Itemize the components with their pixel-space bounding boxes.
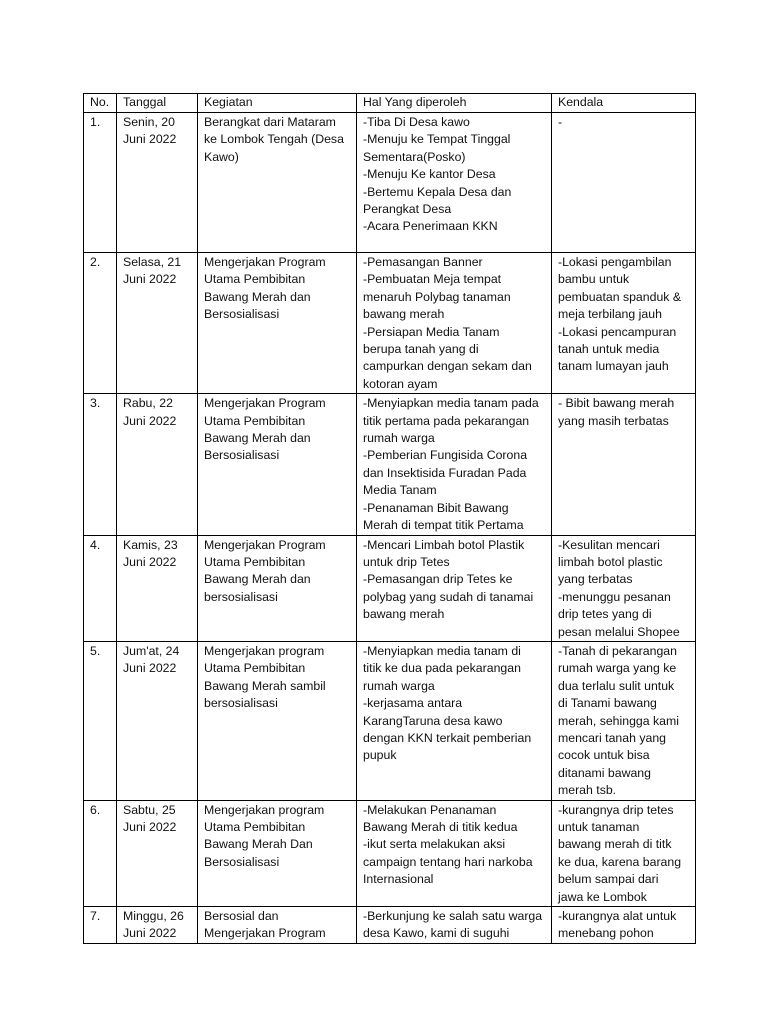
cell-line: -menunggu pesanan bbox=[558, 589, 671, 604]
cell-line: Bersosialisasi bbox=[204, 307, 280, 322]
cell-tanggal bbox=[117, 113, 198, 253]
column-header-diperoleh: Hal Yang diperoleh bbox=[357, 94, 552, 113]
cell-line: Bawang Merah Dan bbox=[204, 837, 313, 852]
cell-line: rumah warga bbox=[363, 678, 435, 693]
cell-line: bawang merah di titk bbox=[558, 837, 672, 852]
cell-kendala bbox=[552, 253, 696, 394]
column-header-kegiatan: Kegiatan bbox=[198, 94, 357, 113]
cell-line: Mengerjakan Program bbox=[204, 926, 326, 941]
cell-no: 1. bbox=[84, 113, 117, 253]
cell-line: Utama Pembibitan bbox=[204, 272, 306, 287]
column-header-no: No. bbox=[84, 94, 117, 113]
cell-line: campaign tentang hari narkoba bbox=[363, 854, 533, 869]
cell-line: Mengerjakan program bbox=[204, 643, 325, 658]
cell-line: bersosialisasi bbox=[204, 589, 278, 604]
cell-line: bawang merah bbox=[363, 607, 445, 622]
cell-no: 2. bbox=[84, 253, 117, 394]
cell-tanggal bbox=[117, 394, 198, 535]
cell-line: Berangkat dari Mataram bbox=[204, 115, 336, 129]
cell-line: Jum'at, 24 bbox=[123, 643, 180, 658]
cell-line: pesan melalui Shopee bbox=[558, 624, 680, 639]
cell-line: kotoran ayam bbox=[363, 376, 438, 391]
cell-line: Juni 2022 bbox=[123, 926, 177, 941]
cell-line: -kurangnya alat untuk bbox=[558, 909, 677, 924]
cell-line: Media Tanam bbox=[363, 483, 437, 498]
cell-line: Utama Pembibitan bbox=[204, 413, 306, 428]
cell-line: yang terbatas bbox=[558, 572, 633, 587]
cell-line: Juni 2022 bbox=[123, 820, 177, 834]
cell-line: bersosialisasi bbox=[204, 696, 278, 711]
cell-line: -Melakukan Penanaman bbox=[363, 802, 497, 817]
cell-kegiatan bbox=[198, 641, 357, 800]
cell-line: Internasional bbox=[363, 872, 434, 887]
cell-diperoleh bbox=[357, 113, 552, 253]
table-row bbox=[84, 800, 696, 906]
cell-line: -Pemasangan Banner bbox=[363, 255, 483, 269]
column-header-tanggal: Tanggal bbox=[117, 94, 198, 113]
cell-line: Bawang Merah dan bbox=[204, 572, 311, 587]
cell-no: 5. bbox=[84, 641, 117, 800]
table-row bbox=[84, 641, 696, 800]
cell-line: di Tanami bawang bbox=[558, 696, 657, 711]
cell-line: meja terbilang jauh bbox=[558, 307, 662, 322]
cell-line: KarangTaruna desa kawo bbox=[363, 713, 503, 728]
cell-line: merah tsb. bbox=[558, 783, 617, 798]
cell-line: -Pemberian Fungisida Corona bbox=[363, 448, 528, 463]
cell-line: Bawang Merah dan bbox=[204, 431, 311, 446]
cell-diperoleh bbox=[357, 641, 552, 800]
cell-line: Minggu, 26 bbox=[123, 909, 184, 924]
cell-no: 3. bbox=[84, 394, 117, 535]
cell-line: cocok untuk bisa bbox=[558, 748, 650, 763]
cell-line: -Menuju ke Tempat Tinggal bbox=[363, 132, 511, 147]
cell-line: -kerjasama antara bbox=[363, 696, 463, 711]
cell-line: Bawang Merah sambil bbox=[204, 678, 326, 693]
cell-line: drip tetes yang di bbox=[558, 607, 652, 622]
cell-kegiatan bbox=[198, 253, 357, 394]
cell-line: Merah di tempat titik Pertama bbox=[363, 518, 524, 533]
cell-no: 4. bbox=[84, 535, 117, 641]
cell-line: -kurangnya drip tetes bbox=[558, 802, 674, 817]
cell-diperoleh bbox=[357, 253, 552, 394]
cell-line: Kamis, 23 bbox=[123, 537, 178, 552]
cell-kendala bbox=[552, 800, 696, 906]
table-row bbox=[84, 253, 696, 394]
cell-line: mencari tanah yang bbox=[558, 730, 667, 745]
cell-line: -Acara Penerimaan KKN bbox=[363, 219, 498, 234]
cell-line: -Berkunjung ke salah satu warga bbox=[363, 909, 543, 924]
activity-log-table bbox=[83, 93, 696, 944]
cell-line: Bersosialisasi bbox=[204, 854, 280, 869]
cell-line: dengan KKN terkait pemberian bbox=[363, 730, 532, 745]
cell-line: Rabu, 22 bbox=[123, 396, 173, 411]
cell-line: Mengerjakan Program bbox=[204, 255, 326, 269]
cell-line: -Persiapan Media Tanam bbox=[363, 324, 500, 339]
cell-kegiatan bbox=[198, 394, 357, 535]
cell-line: desa Kawo, kami di suguhi bbox=[363, 926, 510, 941]
cell-line: jawa ke Lombok bbox=[558, 889, 647, 904]
cell-line: -Menuju Ke kantor Desa bbox=[363, 167, 496, 182]
cell-line: Senin, 20 bbox=[123, 115, 175, 129]
cell-line: bambu untuk bbox=[558, 272, 630, 287]
cell-line: Selasa, 21 bbox=[123, 255, 182, 269]
cell-kendala bbox=[552, 113, 696, 253]
cell-line: rumah warga yang ke bbox=[558, 661, 677, 676]
cell-line: -Tanah di pekarangan bbox=[558, 643, 677, 658]
cell-line: Juni 2022 bbox=[123, 132, 177, 147]
table-row bbox=[84, 113, 696, 253]
cell-line: berupa tanah yang di bbox=[363, 342, 479, 357]
cell-diperoleh bbox=[357, 907, 552, 944]
cell-line: Mengerjakan program bbox=[204, 802, 325, 817]
column-header-kendala: Kendala bbox=[552, 94, 696, 113]
cell-line: -ikut serta melakukan aksi bbox=[363, 837, 506, 852]
cell-line: -Mencari Limbah botol Plastik bbox=[363, 537, 525, 552]
cell-line: Bersosial dan bbox=[204, 909, 279, 924]
cell-line: pupuk bbox=[363, 748, 397, 763]
cell-kendala bbox=[552, 907, 696, 944]
cell-tanggal bbox=[117, 253, 198, 394]
cell-line: belum sampai dari bbox=[558, 872, 659, 887]
cell-line: Perangkat Desa bbox=[363, 202, 452, 217]
cell-line: dan Insektisida Furadan Pada bbox=[363, 465, 527, 480]
cell-line: polybag yang sudah di tanamai bbox=[363, 589, 534, 604]
cell-line: - bbox=[558, 115, 563, 129]
cell-line: -Bertemu Kepala Desa dan bbox=[363, 184, 512, 199]
cell-line: -Lokasi pencampuran bbox=[558, 324, 677, 339]
cell-line: ke dua, karena barang bbox=[558, 854, 682, 869]
cell-tanggal bbox=[117, 907, 198, 944]
cell-diperoleh bbox=[357, 394, 552, 535]
cell-line: Utama Pembibitan bbox=[204, 820, 306, 834]
cell-line: campurkan dengan sekam dan bbox=[363, 359, 532, 374]
cell-line: -Tiba Di Desa kawo bbox=[363, 115, 470, 129]
cell-line: -Kesulitan mencari bbox=[558, 537, 660, 552]
cell-line: untuk drip Tetes bbox=[363, 554, 450, 569]
cell-line: ditanami bawang bbox=[558, 765, 651, 780]
cell-line: tanam lumayan jauh bbox=[558, 359, 669, 374]
cell-line: Juni 2022 bbox=[123, 661, 177, 676]
cell-diperoleh bbox=[357, 800, 552, 906]
cell-tanggal bbox=[117, 535, 198, 641]
cell-kegiatan bbox=[198, 907, 357, 944]
cell-kegiatan bbox=[198, 535, 357, 641]
cell-line: -Pemasangan drip Tetes ke bbox=[363, 572, 513, 587]
cell-line: menebang pohon bbox=[558, 926, 654, 941]
cell-kegiatan bbox=[198, 800, 357, 906]
cell-tanggal bbox=[117, 800, 198, 906]
cell-line: -Lokasi pengambilan bbox=[558, 255, 672, 269]
cell-no: 6. bbox=[84, 800, 117, 906]
cell-line: Juni 2022 bbox=[123, 272, 177, 287]
cell-line: -Menyiapkan media tanam di bbox=[363, 643, 521, 658]
cell-line: bawang merah bbox=[363, 307, 445, 322]
cell-line: titik ke dua pada pekarangan bbox=[363, 661, 521, 676]
cell-kegiatan bbox=[198, 113, 357, 253]
cell-line: tanah untuk media bbox=[558, 342, 660, 357]
cell-line: dua terlalu sulit untuk bbox=[558, 678, 675, 693]
cell-line: Utama Pembibitan bbox=[204, 661, 306, 676]
cell-kendala bbox=[552, 535, 696, 641]
cell-line: menaruh Polybag tanaman bbox=[363, 289, 511, 304]
cell-no: 7. bbox=[84, 907, 117, 944]
cell-line: merah, sehingga kami bbox=[558, 713, 679, 728]
cell-line: Sabtu, 25 bbox=[123, 802, 176, 817]
cell-line: Bawang Merah di titik kedua bbox=[363, 820, 518, 834]
cell-line: -Penanaman Bibit Bawang bbox=[363, 500, 509, 515]
table-header-row bbox=[84, 94, 696, 113]
table-body bbox=[84, 113, 696, 944]
cell-line: ke Lombok Tengah (Desa bbox=[204, 132, 344, 147]
cell-line: Utama Pembibitan bbox=[204, 554, 306, 569]
table-row bbox=[84, 535, 696, 641]
cell-kendala bbox=[552, 394, 696, 535]
cell-tanggal bbox=[117, 641, 198, 800]
table-row bbox=[84, 907, 696, 944]
cell-line: yang masih terbatas bbox=[558, 413, 669, 428]
cell-line: Bawang Merah dan bbox=[204, 289, 311, 304]
cell-line: Sementara(Posko) bbox=[363, 149, 466, 164]
cell-line: limbah botol plastic bbox=[558, 554, 663, 569]
cell-line: Mengerjakan Program bbox=[204, 396, 326, 411]
cell-line: Juni 2022 bbox=[123, 554, 177, 569]
cell-diperoleh bbox=[357, 535, 552, 641]
cell-line: -Menyiapkan media tanam pada bbox=[363, 396, 539, 411]
cell-line: titik pertama pada pekarangan bbox=[363, 413, 530, 428]
cell-line: Mengerjakan Program bbox=[204, 537, 326, 552]
cell-line: rumah warga bbox=[363, 431, 435, 446]
cell-kendala bbox=[552, 641, 696, 800]
cell-line: Bersosialisasi bbox=[204, 448, 280, 463]
cell-line: Juni 2022 bbox=[123, 413, 177, 428]
cell-line: Kawo) bbox=[204, 149, 239, 164]
table-row bbox=[84, 394, 696, 535]
cell-line: pembuatan spanduk & bbox=[558, 289, 682, 304]
cell-line: -Pembuatan Meja tempat bbox=[363, 272, 502, 287]
cell-line: untuk tanaman bbox=[558, 820, 640, 834]
cell-line: - Bibit bawang merah bbox=[558, 396, 675, 411]
